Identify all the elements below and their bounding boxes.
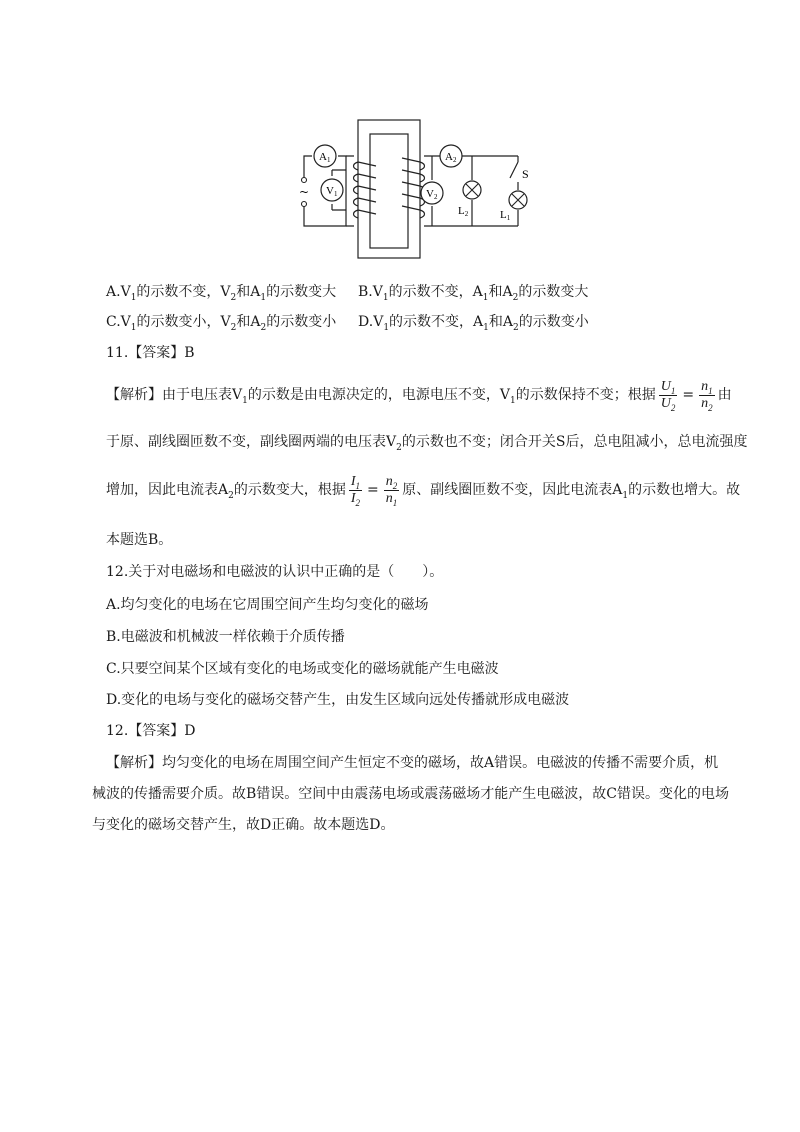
q11-analysis-line3: 增加，因此电流表$A_2$的示数变大，根据 $\frac{I_1}{I_2}$ = $\frac{n_2}{n_1}$ 原、副线圈匝数不变，因此电流表$A_1$的示数也增大。故 — [106, 473, 741, 508]
voltmeter-v1-icon — [321, 179, 343, 201]
q11-option-c: $C.V_1$的示数变小，$V_2$和$A_2$的示数变小 — [106, 314, 337, 333]
q12-option-a: A.均匀变化的电场在它周围空间产生均匀变化的磁场 — [106, 597, 429, 613]
formula1-num-left: $U_1$ — [660, 378, 676, 396]
q11-analysis-line2: 于原、副线圈匝数不变，副线圈两端的电压表$V_2$的示数也不变；闭合开关S后，总电阻减小，总电流强度 — [106, 434, 748, 453]
ac-terminal-bottom — [302, 202, 307, 207]
q11-option-b: $B.V_1$的示数不变，$A_1$和$A_2$的示数变大 — [358, 284, 589, 303]
lamp-l2-icon — [458, 181, 481, 218]
formula1-den-right: $n_2$ — [701, 395, 713, 413]
label-v1: V1 — [326, 185, 338, 198]
formula-n-ratio-2 — [384, 474, 400, 507]
label-a1: A1 — [319, 151, 331, 164]
q11-analysis-line3-text: 增加，因此电流表$A_2$的示数变大，根据 — [106, 482, 346, 501]
label-a2: A2 — [445, 151, 457, 164]
q11-option-a: $A.V_1$的示数不变，$V_2$和$A_1$的示数变大 — [106, 284, 337, 303]
q12-answer: 12.【答案】D — [106, 723, 196, 739]
formula1-den-left: $U_2$ — [660, 395, 676, 413]
ac-symbol: ~ — [299, 185, 310, 199]
ac-terminal-top — [302, 178, 307, 183]
q12-analysis-line3: 与变化的磁场交替产生，故D正确。故本题选D。 — [92, 817, 395, 833]
q12-option-b: B.电磁波和机械波一样依赖于介质传播 — [106, 629, 345, 645]
ammeter-a2-icon — [440, 145, 462, 167]
q11-analysis-line1: 【解析】由于电压表$V_1$的示数是由电源决定的，电源电压不变，$V_1$的示数保持不变；根据 $\frac{U_1}{U_2}$ = $\frac{n_1}{n_2}$ 由 — [106, 378, 732, 413]
formula2-num-right: $n_2$ — [385, 473, 398, 491]
q12-option-d: D.变化的电场与变化的磁场交替产生，由发生区域向远处传播就形成电磁波 — [106, 692, 570, 708]
formula1-num-right: $n_1$ — [701, 378, 713, 396]
primary-coil — [354, 162, 377, 218]
label-v2: V2 — [426, 188, 438, 201]
q11-answer: 11.【答案】B — [106, 345, 195, 361]
transformer-circuit-figure — [292, 118, 538, 260]
transformer-core-outer — [358, 120, 420, 258]
q11-analysis-line4: 本题选B。 — [106, 532, 173, 548]
lamp-l1-icon — [500, 191, 527, 222]
label-s: S — [522, 167, 529, 181]
formula-u-ratio — [659, 379, 678, 412]
q11-analysis-line1-tail: 由 — [717, 387, 732, 403]
ammeter-a1-icon — [314, 145, 336, 167]
formula2-den-left: $I_2$ — [350, 490, 361, 508]
q12-option-c: C.只要空间某个区域有变化的电场或变化的磁场就能产生电磁波 — [106, 661, 499, 677]
formula-i-ratio — [349, 474, 362, 507]
label-l1: L1 — [500, 209, 511, 222]
q11-analysis-line1-text: 【解析】由于电压表$V_1$的示数是由电源决定的，电源电压不变，$V_1$的示数保持不变；根据 — [106, 387, 656, 406]
q11-analysis-line3-tail: 原、副线圈匝数不变，因此电流表$A_1$的示数也增大。故 — [402, 482, 741, 501]
q11-option-d: $D.V_1$的示数不变，$A_1$和$A_2$的示数变小 — [358, 314, 589, 333]
label-l2: L2 — [458, 205, 469, 218]
q12-analysis-line1: 【解析】均匀变化的电场在周围空间产生恒定不变的磁场，故A错误。电磁波的传播不需要介质，机 — [106, 755, 719, 771]
secondary-coil — [402, 158, 425, 218]
q12-question: 12.关于对电磁场和电磁波的认识中正确的是（ ）。 — [106, 564, 444, 580]
formula2-num-left: $I_1$ — [350, 473, 361, 491]
q12-analysis-line2: 械波的传播需要介质。故B错误。空间中由震荡电场或震荡磁场才能产生电磁波，故C错误。变化的电场 — [92, 786, 729, 802]
formula-n-ratio — [699, 379, 715, 412]
voltmeter-v2-icon — [421, 182, 443, 204]
transformer-core-inner — [370, 134, 408, 248]
formula2-den-right: $n_1$ — [385, 490, 398, 508]
